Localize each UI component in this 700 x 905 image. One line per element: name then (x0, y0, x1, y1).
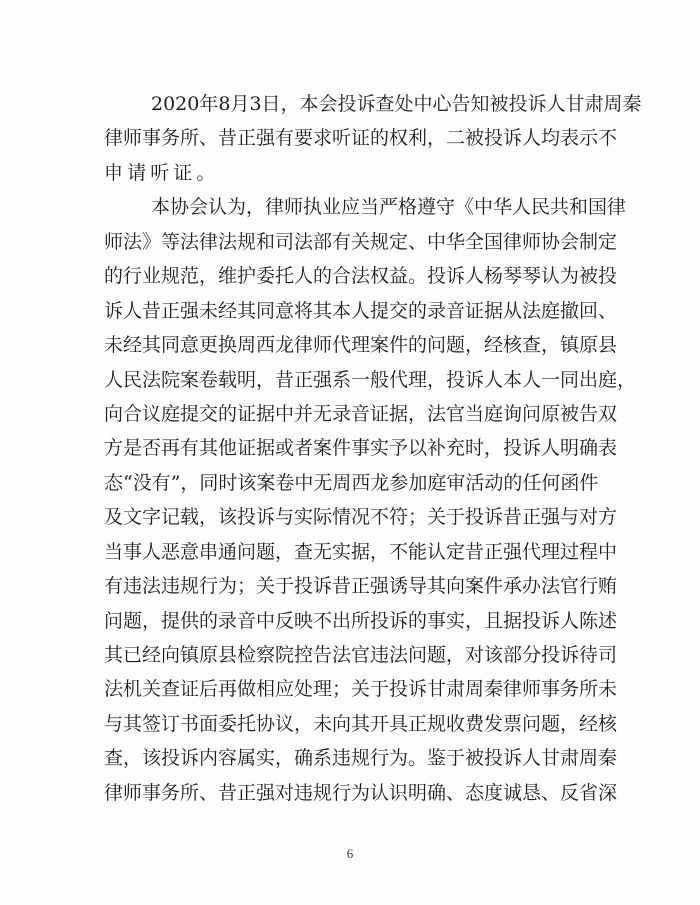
paragraph-2-line-15: 法机关查证后再做相应处理；关于投诉甘肃周秦律师事务所未 (104, 678, 618, 701)
paragraph-2-line-17: 查，该投诉内容属实，确系违规行为。鉴于被投诉人甘肃周秦 (104, 747, 618, 770)
paragraph-2-line-2: 师法》等法律法规和司法部有关规定、中华全国律师协会制定 (104, 230, 618, 253)
page-number: 6 (346, 846, 354, 861)
paragraph-2-line-1: 本协会认为，律师执业应当严格遵守《中华人民共和国律 (151, 196, 627, 219)
paragraph-2-line-7: 向合议庭提交的证据中并无录音证据，法官当庭询问原被告双 (104, 402, 618, 425)
paragraph-2-line-6: 人民法院案卷载明，昔正强系一般代理，投诉人本人一同出庭， (104, 368, 637, 391)
paragraph-2-line-3: 的行业规范，维护委托人的合法权益。投诉人杨琴琴认为被投 (104, 265, 618, 288)
paragraph-2-line-4: 诉人昔正强未经其同意将其本人提交的录音证据从法庭撤回、 (104, 299, 618, 322)
paragraph-1-line-1: 2020年8月3日，本会投诉查处中心告知被投诉人甘肃周秦 (151, 93, 642, 115)
paragraph-2-line-10: 及文字记载，该投诉与实际情况不符；关于投诉昔正强与对方 (104, 506, 618, 529)
paragraph-1-line-2: 律师事务所、昔正强有要求听证的权利，二被投诉人均表示不 (104, 127, 618, 150)
paragraph-2-line-16: 与其签订书面委托协议，未向其开具正规收费发票问题，经核 (104, 712, 618, 735)
paragraph-2-line-14: 其已经向镇原县检察院控告法官违法问题，对该部分投诉待司 (104, 644, 618, 666)
paragraph-2-line-8: 方是否再有其他证据或者案件事实予以补充时，投诉人明确表 (104, 437, 618, 460)
paragraph-2-line-13: 问题，提供的录音中反映不出所投诉的事实，且据投诉人陈述 (104, 609, 618, 632)
paragraph-2-line-18: 律师事务所、昔正强对违规行为认识明确、态度诚恳、反省深 (104, 781, 618, 804)
paragraph-2-line-9: 态“没有”，同时该案卷中无周西龙参加庭审活动的任何函件 (104, 471, 599, 494)
paragraph-2-line-12: 有违法违规行为；关于投诉昔正强诱导其向案件承办法官行贿 (104, 575, 618, 598)
body-text (104, 87, 642, 810)
paragraph-1-line-3: 申请听证。 (104, 161, 220, 184)
paragraph-2-line-5: 未经其同意更换周西龙律师代理案件的问题，经核查，镇原县 (104, 334, 618, 357)
paragraph-2-line-11: 当事人恶意串通问题，查无实据，不能认定昔正强代理过程中 (104, 540, 618, 563)
